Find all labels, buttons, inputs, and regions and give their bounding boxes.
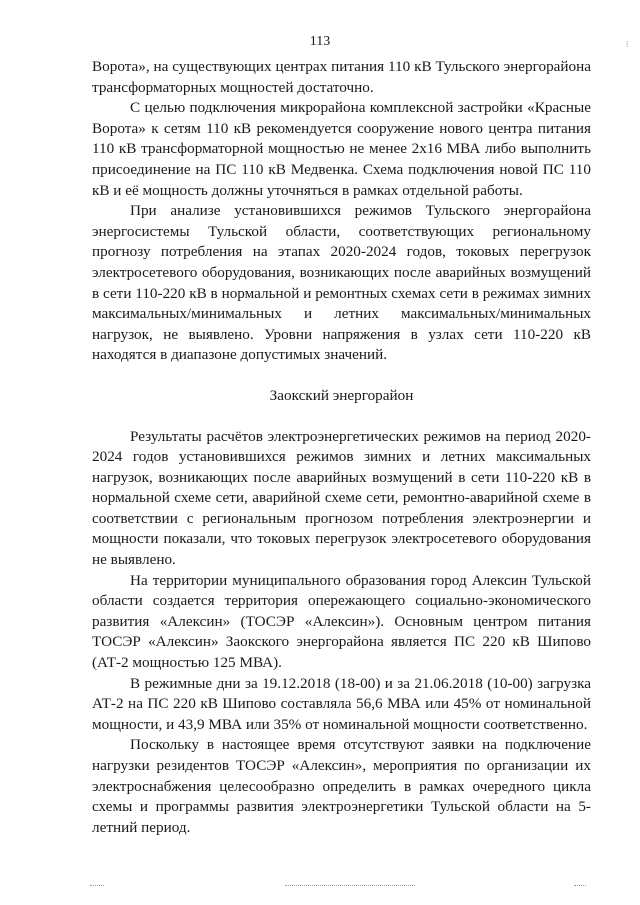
footer-scan-dots-center [285, 885, 415, 887]
paragraph-shipovo-load: В режимные дни за 19.12.2018 (18-00) и за 21.06.2018 (10-00) загрузка АТ-2 на ПС 220 кВ Шипово составляла 56,6 МВА или 45% от номинальной мощности, и 43,9 МВА или 35% от номинальной мощности соответственно. [92, 674, 591, 733]
paragraph-tula-analysis: При анализе установившихся режимов Тульского энергорайона энергосистемы Тульской области, соответствующих региональному прогнозу потребления на этапах 2020-2024 годов, токовых перегрузок электросетевого оборудования, возникающих после аварийных возмущений в сети 110-220 кВ в нормальной и ремонтных схемах сети в режимах зимних максимальных/минимальных и летних максимальных/минимальных нагрузок, не выявлено. Уровни напряжения в узлах сети 110-220 кВ находятся в диапазоне допустимых значений. [92, 202, 591, 364]
paragraph-aleksin-tosed: На территории муниципального образования город Алексин Тульской области создается территория опережающего социально-экономического развития «Алексин» (ТОСЭР «Алексин»). Основным центром питания ТОСЭР «Алексин» Заокского энергорайона является ПС 220 кВ Шипово (АТ-2 мощностью 125 МВА). [92, 571, 591, 672]
paragraph-connection-recommendation: С целью подключения микрорайона комплексной застройки «Красные Ворота» к сетям 110 кВ рекомендуется сооружение нового центра питания 110 кВ трансформаторной мощностью не менее 2х16 МВА либо выполнить присоединение на ПС 110 кВ Медвенка. Схема подключения новой ПС 110 кВ и её мощность должны уточняться в рамках отдельной работы. [92, 99, 591, 199]
paragraph-power-supply-plan: Поскольку в настоящее время отсутствуют заявки на подключение нагрузки резидентов ТОСЭР «Алексин», мероприятия по организации их электроснабжения целесообразно определить в рамках очередного цикла схемы и программы развития электроэнергетики Тульской области на 5-летний период. [92, 736, 591, 836]
footer-scan-dots-left [90, 885, 104, 887]
footer-scan-dots-right [574, 885, 586, 887]
paragraph-continued: Ворота», на существующих центрах питания 110 кВ Тульского энергорайона трансформаторных мощностей достаточно. [92, 58, 591, 96]
page-number: 113 [309, 34, 331, 49]
document-body [92, 57, 591, 838]
scan-artifact-mark: ⁞ [626, 40, 629, 49]
paragraph-zaoksky-results: Результаты расчётов электроэнергетических режимов на период 2020-2024 годов установившихся режимов зимних и летних максимальных нагрузок, возникающих после аварийных возмущений в сети 110-220 кВ в нормальной схеме сети, аварийной схеме сети, ремонтно-аварийной схеме в соответствии с региональным прогнозом потребления электроэнергии и мощности показали, что токовых перегрузок электросетевого оборудования не выявлено. [92, 427, 591, 569]
section-heading: Заокский энергорайон [269, 386, 414, 404]
